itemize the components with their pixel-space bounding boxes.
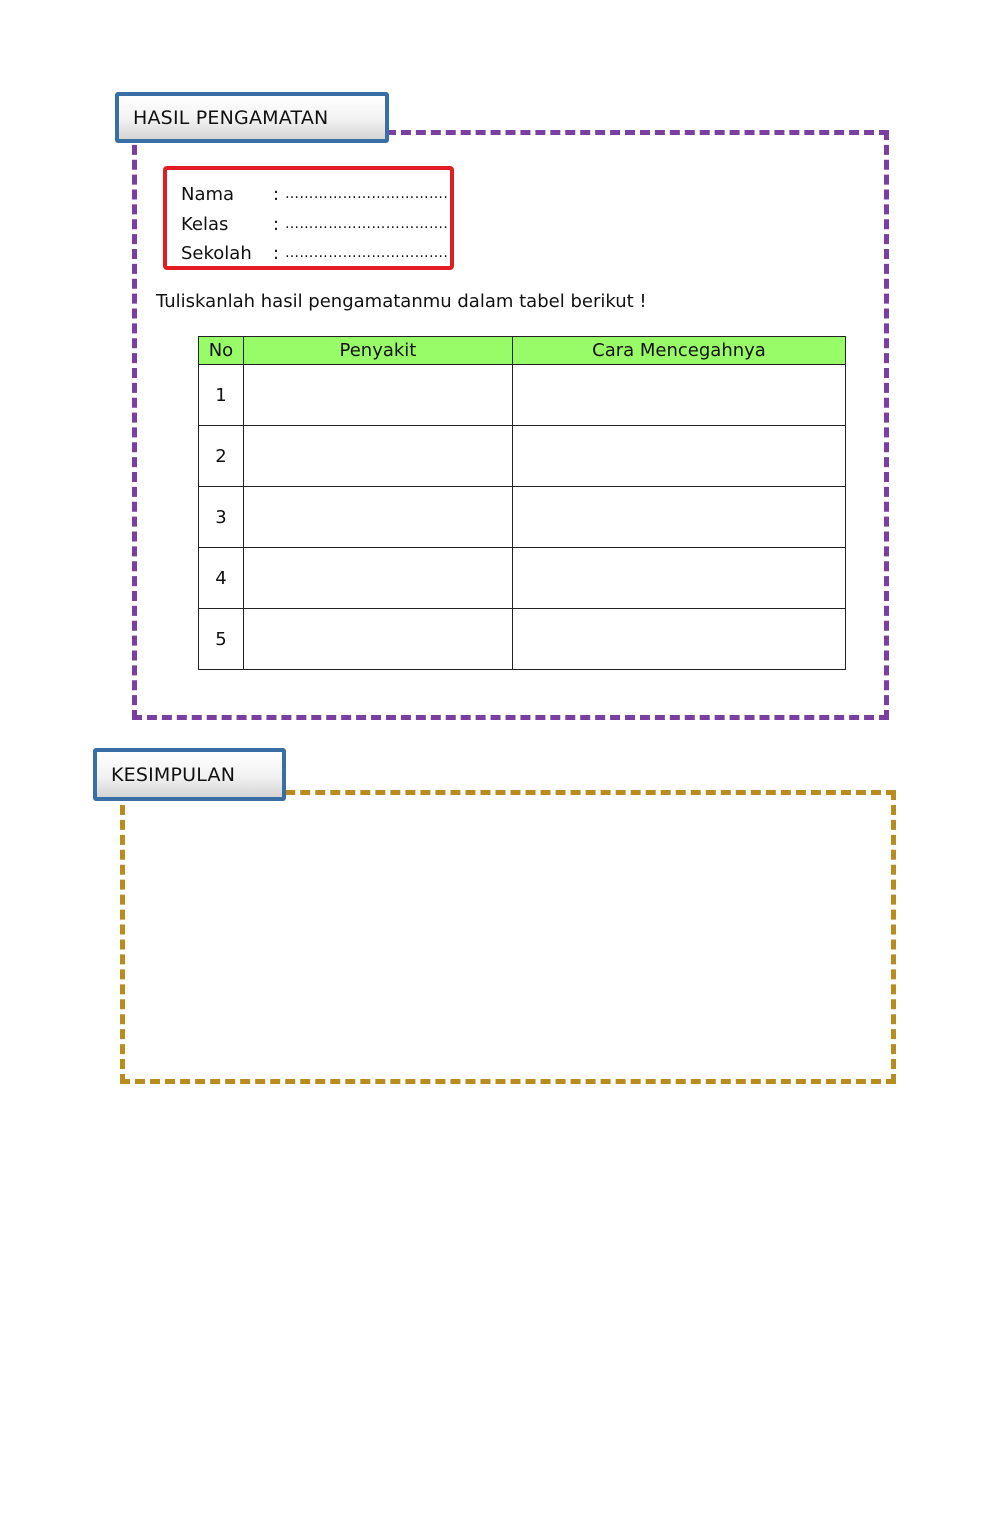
table-row xyxy=(199,609,846,670)
instruction-text: Tuliskanlah hasil pengamatanmu dalam tabel berikut ! xyxy=(156,291,647,312)
penyakit-cell[interactable] xyxy=(243,487,512,548)
cara-cell[interactable] xyxy=(512,487,845,548)
hasil-pengamatan-title xyxy=(115,92,389,143)
hasil-pengamatan-title-text: HASIL PENGAMATAN xyxy=(133,106,329,129)
identity-row-sekolah xyxy=(181,239,450,269)
row-number: 4 xyxy=(199,548,244,609)
table-row xyxy=(199,548,846,609)
kelas-label: Kelas xyxy=(181,213,229,235)
penyakit-cell[interactable] xyxy=(243,365,512,426)
header-cara-mencegahnya: Cara Mencegahnya xyxy=(512,337,845,365)
row-number: 5 xyxy=(199,609,244,670)
nama-separator: : xyxy=(273,184,280,205)
kesimpulan-title xyxy=(93,748,286,801)
penyakit-cell[interactable] xyxy=(243,609,512,670)
kesimpulan-answer-area[interactable] xyxy=(120,790,896,1084)
table-header-row xyxy=(199,337,846,365)
kelas-separator: : xyxy=(273,213,280,235)
penyakit-cell[interactable] xyxy=(243,426,512,487)
identity-box xyxy=(163,166,454,270)
kelas-field[interactable]: ……………………………. xyxy=(285,215,449,232)
header-no: No xyxy=(199,337,244,365)
nama-field[interactable]: ……………………………. xyxy=(285,186,449,202)
row-number: 2 xyxy=(199,426,244,487)
penyakit-cell[interactable] xyxy=(243,548,512,609)
cara-cell[interactable] xyxy=(512,365,845,426)
sekolah-separator: : xyxy=(273,243,280,264)
identity-row-nama xyxy=(181,180,450,210)
row-number: 3 xyxy=(199,487,244,548)
cara-cell[interactable] xyxy=(512,548,845,609)
header-penyakit: Penyakit xyxy=(243,337,512,365)
table-row xyxy=(199,426,846,487)
table-row xyxy=(199,487,846,548)
table-row xyxy=(199,365,846,426)
nama-label: Nama xyxy=(181,184,235,205)
identity-row-kelas xyxy=(181,210,450,240)
kesimpulan-title-text: KESIMPULAN xyxy=(111,763,236,786)
cara-cell[interactable] xyxy=(512,609,845,670)
cara-cell[interactable] xyxy=(512,426,845,487)
row-number: 1 xyxy=(199,365,244,426)
sekolah-field[interactable]: ……………………………. xyxy=(285,245,449,261)
observation-table xyxy=(198,336,846,670)
sekolah-label: Sekolah xyxy=(181,243,252,264)
